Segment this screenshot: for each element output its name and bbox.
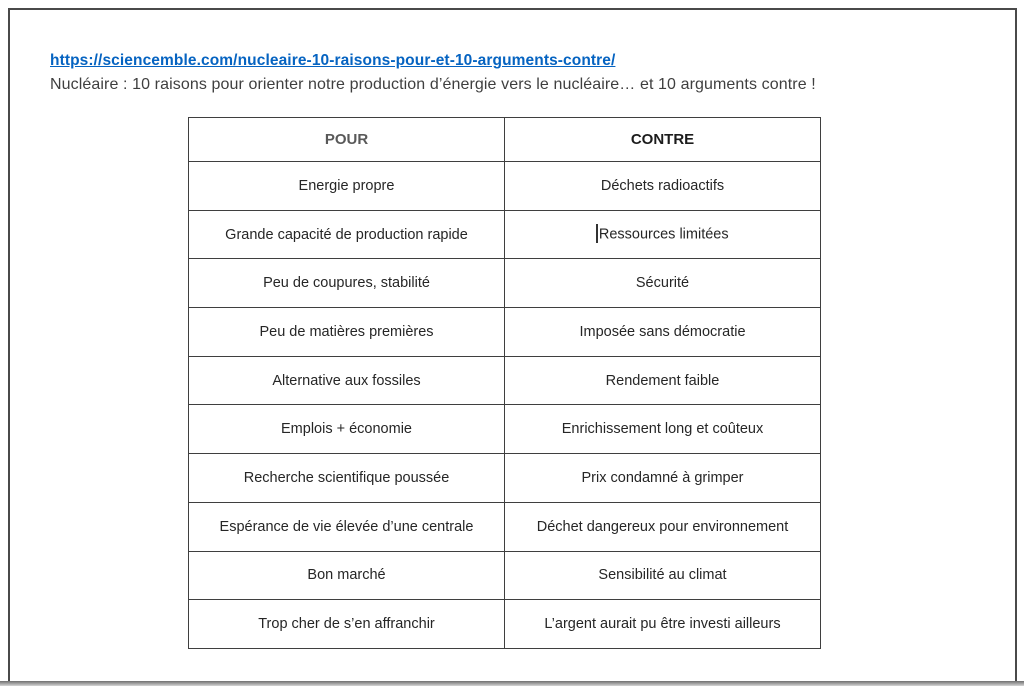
page-bottom-edge bbox=[0, 681, 1024, 686]
table-row bbox=[189, 405, 821, 454]
source-hyperlink[interactable]: https://sciencemble.com/nucleaire-10-raisons-pour-et-10-arguments-contre/ bbox=[50, 52, 616, 69]
pour-contre-table bbox=[188, 117, 821, 649]
table-row bbox=[189, 551, 821, 600]
cell-pour[interactable]: Peu de coupures, stabilité bbox=[189, 259, 505, 308]
cell-pour[interactable]: Recherche scientifique poussée bbox=[189, 454, 505, 503]
cell-pour[interactable]: Espérance de vie élevée d’une centrale bbox=[189, 502, 505, 551]
cell-contre[interactable]: Rendement faible bbox=[505, 356, 821, 405]
cell-contre[interactable]: Sensibilité au climat bbox=[505, 551, 821, 600]
cell-contre[interactable]: L’argent aurait pu être investi ailleurs bbox=[505, 600, 821, 649]
cell-pour[interactable]: Trop cher de s’en affranchir bbox=[189, 600, 505, 649]
cell-pour[interactable]: Bon marché bbox=[189, 551, 505, 600]
cell-pour[interactable]: Emplois + économie bbox=[189, 405, 505, 454]
document-header bbox=[50, 50, 970, 97]
table-header-row bbox=[189, 118, 821, 162]
cell-contre[interactable]: Déchets radioactifs bbox=[505, 162, 821, 211]
table-row bbox=[189, 356, 821, 405]
table-row bbox=[189, 308, 821, 357]
cell-pour[interactable]: Grande capacité de production rapide bbox=[189, 210, 505, 259]
cell-pour[interactable]: Peu de matières premières bbox=[189, 308, 505, 357]
cell-text: Ressources limitées bbox=[598, 226, 729, 243]
cell-contre[interactable]: Enrichissement long et coûteux bbox=[505, 405, 821, 454]
table-row bbox=[189, 162, 821, 211]
cell-contre[interactable]: Imposée sans démocratie bbox=[505, 308, 821, 357]
text-cursor-caret bbox=[596, 224, 598, 243]
table-row bbox=[189, 502, 821, 551]
cell-pour[interactable]: Energie propre bbox=[189, 162, 505, 211]
cell-pour[interactable]: Alternative aux fossiles bbox=[189, 356, 505, 405]
cell-contre[interactable]: Prix condamné à grimper bbox=[505, 454, 821, 503]
column-header-pour[interactable]: POUR bbox=[189, 118, 505, 162]
column-header-contre[interactable]: CONTRE bbox=[505, 118, 821, 162]
document-title: Nucléaire : 10 raisons pour orienter notre production d’énergie vers le nucléaire… et 10 arguments contre ! bbox=[50, 76, 816, 93]
table-row bbox=[189, 600, 821, 649]
table-row bbox=[189, 210, 821, 259]
cell-contre[interactable] bbox=[505, 210, 821, 259]
table-row bbox=[189, 259, 821, 308]
table-row bbox=[189, 454, 821, 503]
cell-contre[interactable]: Sécurité bbox=[505, 259, 821, 308]
cell-contre[interactable]: Déchet dangereux pour environnement bbox=[505, 502, 821, 551]
